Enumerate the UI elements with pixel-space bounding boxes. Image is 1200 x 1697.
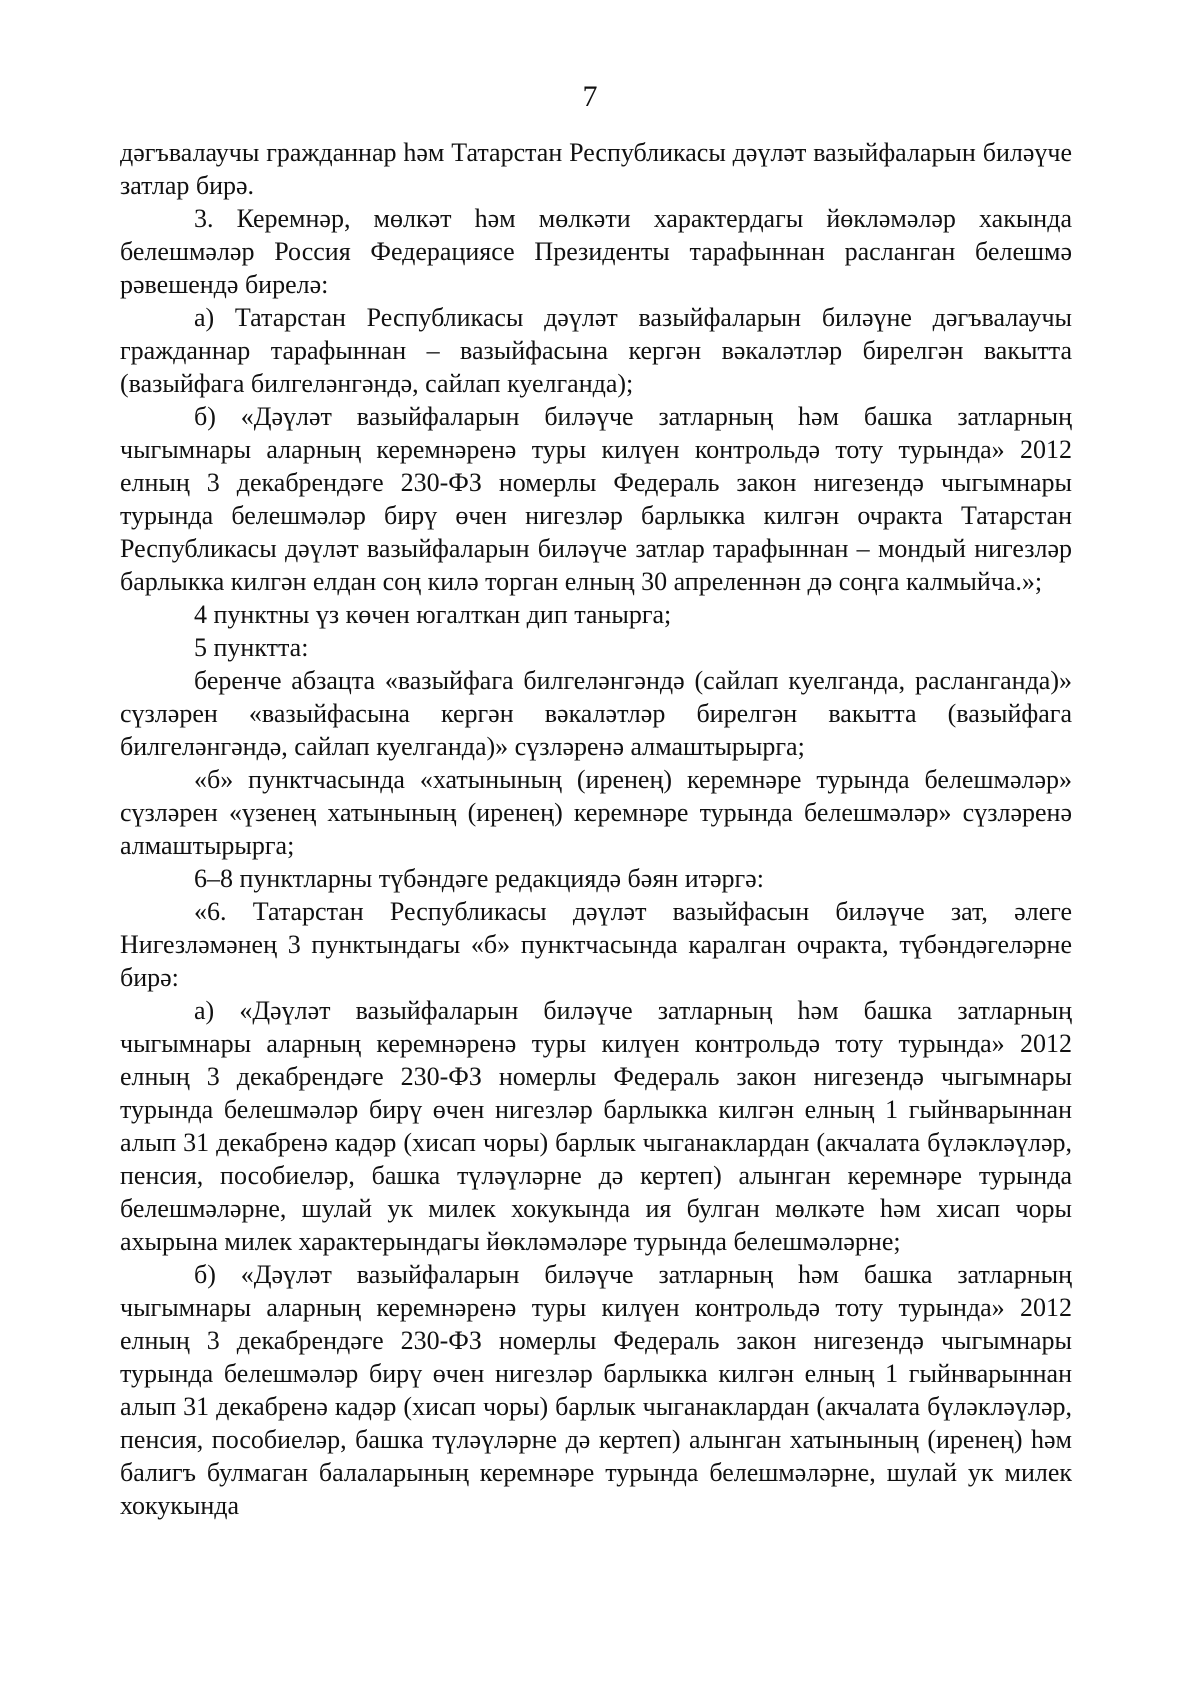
paragraph: а) «Дәүләт вазыйфаларын биләүче затларның һәм башка затларның чыгымнары аларның керемнәренә туры килүен контрольдә тоту турында» 2012 елның 3 декабрендәге 230-ФЗ номерлы Федераль закон нигезендә чыгымнары турында белешмәләр бирү өчен нигезләр барлыкка килгән елның 1 гыйнварыннан алып 31 декабренә кадәр (хисап чоры) барлык чыганаклардан (акчалата бүләкләүләр, пенсия, пособиеләр, башка түләүләрне дә кертеп) алынган керемнәре турында белешмәләрне, шулай ук милек хокукында ия булган мөлкәте һәм хисап чоры ахырына милек характерындагы йөкләмәләре турында белешмәләрне; <box>120 996 1072 1256</box>
paragraph: 4 пунктны үз көчен югалткан дип танырга; <box>194 600 672 629</box>
paragraph: б) «Дәүләт вазыйфаларын биләүче затларның һәм башка затларның чыгымнары аларның керемнәренә туры килүен контрольдә тоту турында» 2012 елның 3 декабрендәге 230-ФЗ номерлы Федераль закон нигезендә чыгымнары турында белешмәләр бирү өчен нигезләр барлыкка килгән очракта Татарстан Республикасы дәүләт вазыйфаларын биләүче затлар тарафыннан – мондый нигезләр барлыкка килгән елдан соң килә торган елның 30 апреленнән дә соңга калмыйча.»; <box>120 402 1072 596</box>
paragraph: б) «Дәүләт вазыйфаларын биләүче затларның һәм башка затларның чыгымнары аларның керемнәренә туры килүен контрольдә тоту турында» 2012 елның 3 декабрендәге 230-ФЗ номерлы Федераль закон нигезендә чыгымнары турында белешмәләр бирү өчен нигезләр барлыкка килгән елның 1 гыйнварыннан алып 31 декабренә кадәр (хисап чоры) барлык чыганаклардан (акчалата бүләкләүләр, пенсия, пособиеләр, башка түләүләрне дә кертеп) алынган хатынының (иренең) һәм балигъ булмаган балаларының керемнәре турында белешмәләрне, шулай ук милек хокукында <box>120 1260 1072 1520</box>
paragraph: «б» пунктчасында «хатынының (иренең) керемнәре турында белешмәләр» сүзләрен «үзенең хатынының (иренең) керемнәре турында белешмәләр» сүзләренә алмаштырырга; <box>120 765 1072 860</box>
paragraph: беренче абзацта «вазыйфага билгеләнгәндә (сайлап куелганда, расланганда)» сүзләрен «вазыйфасына кергән вәкаләтләр бирелгән вакытта (вазыйфага билгеләнгәндә, сайлап куелганда)» сүзләренә алмаштырырга; <box>120 666 1072 761</box>
paragraph: дәгъвалаучы гражданнар һәм Татарстан Республикасы дәүләт вазыйфаларын биләүче затлар бирә. <box>120 138 1072 200</box>
page-number: 7 <box>582 80 598 113</box>
paragraph: а) Татарстан Республикасы дәүләт вазыйфаларын биләүне дәгъвалаучы гражданнар тарафыннан – вазыйфасына кергән вәкаләтләр бирелгән вакытта (вазыйфага билгеләнгәндә, сайлап куелганда); <box>120 303 1072 398</box>
paragraph: 3. Керемнәр, мөлкәт һәм мөлкәти характердагы йөкләмәләр хакында белешмәләр Россия Федерациясе Президенты тарафыннан расланган белешмә рәвешендә бирелә: <box>120 204 1072 299</box>
paragraph: 5 пунктта: <box>194 633 309 662</box>
paragraph: «6. Татарстан Республикасы дәүләт вазыйфасын биләүче зат, әлеге Нигезләмәнең 3 пунктындагы «б» пунктчасында каралган очракта, түбәндәгеләрне бирә: <box>120 897 1072 992</box>
document-body <box>120 136 1072 1522</box>
paragraph: 6–8 пунктларны түбәндәге редакциядә бәян итәргә: <box>194 864 764 893</box>
